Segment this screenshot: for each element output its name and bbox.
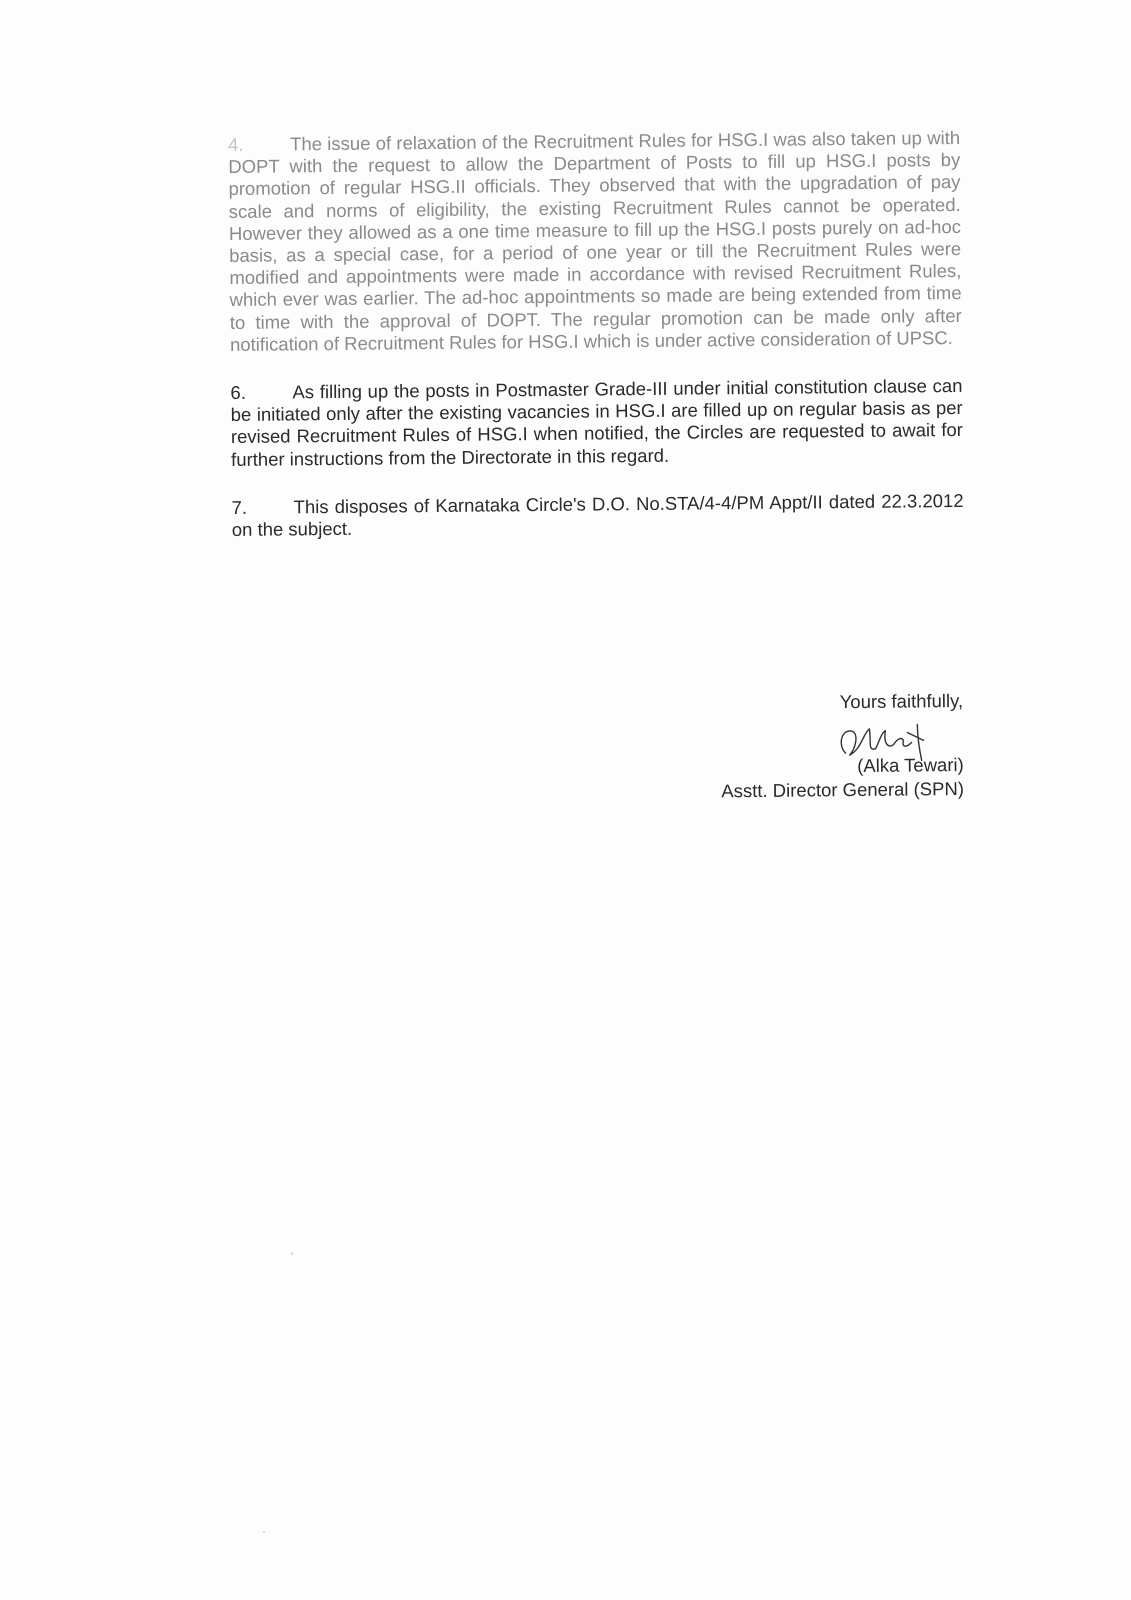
paragraph-text: As filling up the posts in Postmaster Grade-III under initial constitution clause can be initiated only after the existing vacancies in HSG.I are filled up on regular basis as per revised Recruitment Rules of HSG.I when notified, the Circles are requested to await for further instructions from the Directorate in this regard. xyxy=(230,374,963,470)
paragraph-number: 4. xyxy=(228,133,244,155)
paragraph-number: 7. xyxy=(231,496,248,518)
paragraph-7 xyxy=(231,490,963,541)
scan-speck xyxy=(291,1252,293,1255)
paragraph-number: 6. xyxy=(230,381,247,404)
closing-block xyxy=(563,690,964,804)
letter-body xyxy=(228,127,964,541)
scan-speck xyxy=(263,1531,265,1533)
signer-name: (Alka Tewari) xyxy=(857,753,964,777)
paragraph-6 xyxy=(230,375,963,471)
paragraph-text: The issue of relaxation of the Recruitment Rules for HSG.I was also taken up with DOPT with the request to allow the Department of Posts to fill up HSG.I posts by promotion of regular HSG.II officials. They observed that with the upgradation of pay scale and norms of eligibility, the existing Recruitment Rules cannot be operated. However they allowed as a one time measure to fill up the HSG.I posts purely on ad-hoc basis, as a special case, for a period of one year or till the Recruitment Rules were modified and appointments were made in accordance with revised Recruitment Rules, which ever was earlier. The ad-hoc appointments so made are being extended from time to time with the approval of DOPT. The regular promotion can be made only after notification of Recruitment Rules for HSG.I which is under active consideration of UPSC. xyxy=(228,126,962,355)
signer-title: Asstt. Director General (SPN) xyxy=(721,777,965,802)
valediction: Yours faithfully, xyxy=(839,690,964,713)
paragraph-text: This disposes of Karnataka Circle's D.O. No.STA/4-4/PM Appt/II dated 22.3.2012 on the subject. xyxy=(231,489,964,541)
paragraph-4 xyxy=(228,127,962,356)
